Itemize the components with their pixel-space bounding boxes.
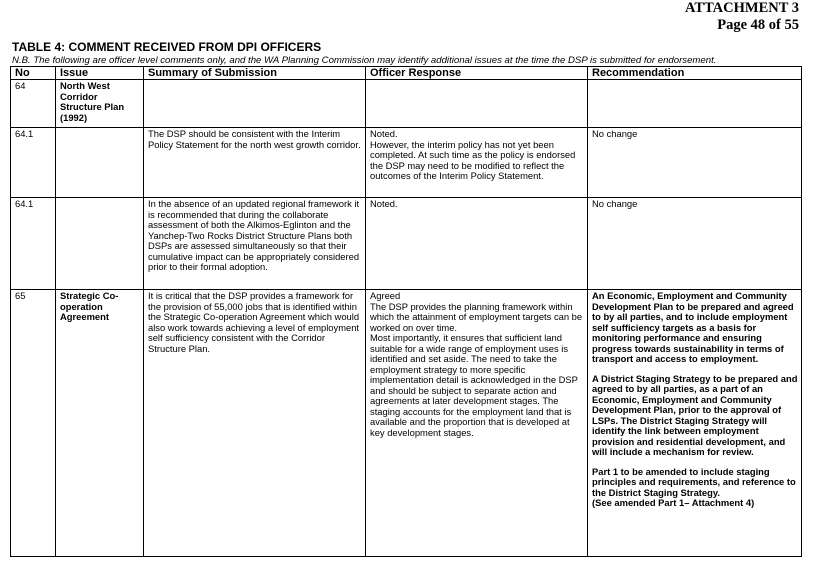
row-recommendation bbox=[588, 80, 802, 128]
table-row bbox=[11, 290, 802, 557]
response-paragraph: Agreed bbox=[370, 290, 401, 301]
row-response bbox=[366, 290, 588, 557]
attachment-header bbox=[685, 0, 799, 34]
recommendation-paragraph: Part 1 to be amended to include staging principles and requirements, and reference to the District Staging Strategy. bbox=[592, 465, 796, 498]
row-no: 64 bbox=[11, 80, 56, 128]
row-response bbox=[366, 80, 588, 128]
row-response bbox=[366, 128, 588, 198]
row-summary: In the absence of an updated regional framework it is recommended that during the collaborate assessment of both the Alkimos-Eglinton and the Yanchep-Two Rocks District Structure Plans both DSPs are assessed simultaneously so that their cumulative impact can be appropriately considered prior to their formal adoption. bbox=[144, 198, 366, 290]
response-paragraph: However, the interim policy has not yet been completed. At such time as the policy is endorsed the DSP may need to be modified to reflect the outcomes of the Interim Policy Statement. bbox=[370, 138, 576, 181]
header-issue: Issue bbox=[56, 67, 144, 80]
row-recommendation bbox=[588, 290, 802, 557]
row-summary: It is critical that the DSP provides a framework for the provision of 55,000 jobs that is identified within the Strategic Co-operation Agreement which would also work towards achieving a level of employment self sufficiency consistent with the Corridor Structure Plan. bbox=[144, 290, 366, 557]
row-issue bbox=[56, 128, 144, 198]
table-title: TABLE 4: COMMENT RECEIVED FROM DPI OFFICERS bbox=[12, 40, 322, 54]
comments-table bbox=[10, 66, 802, 557]
page-number: Page 48 of 55 bbox=[717, 17, 799, 33]
row-summary bbox=[144, 80, 366, 128]
recommendation-paragraph: A District Staging Strategy to be prepared and agreed to by all parties, as a part of an Economic, Employment and Community Development Plan, prior to the approval of LSPs. The District Staging Strategy will identify the link between employment provision and residential development, and will include a mechanism for review. bbox=[592, 372, 798, 457]
row-issue bbox=[56, 198, 144, 290]
table-row bbox=[11, 198, 802, 290]
header-response: Officer Response bbox=[366, 67, 588, 80]
recommendation-paragraph: An Economic, Employment and Community Development Plan to be prepared and agreed to by all parties, and to include employment self sufficiency targets as a basis for monitoring performance and ensuring progress towards sustainability in terms of transport and access to employment. bbox=[592, 290, 794, 364]
row-no: 65 bbox=[11, 290, 56, 557]
table-header-row bbox=[11, 67, 802, 80]
row-no: 64.1 bbox=[11, 198, 56, 290]
response-paragraph: The DSP provides the planning framework within which the attainment of employment targets can be worked on over time. bbox=[370, 300, 583, 333]
table-row bbox=[11, 128, 802, 198]
row-issue: North West Corridor Structure Plan (1992) bbox=[56, 80, 144, 128]
table-note: N.B. The following are officer level comments only, and the WA Planning Commission may identify additional issues at the time the DSP is submitted for endorsement. bbox=[12, 55, 717, 66]
header-summary: Summary of Submission bbox=[144, 67, 366, 80]
row-recommendation: No change bbox=[588, 198, 802, 290]
response-paragraph: Most importantly, it ensures that sufficient land suitable for a wide range of employment uses is identified and set aside. The need to take the employment strategy to more specific implementation detail is acknowledged in the DSP and should be subject to separate action and agreements at later development stages. The staging accounts for the employment land that is available and the proportion that is developed at key development stages. bbox=[370, 332, 578, 438]
row-recommendation: No change bbox=[588, 128, 802, 198]
row-no: 64.1 bbox=[11, 128, 56, 198]
row-issue: Strategic Co-operation Agreement bbox=[56, 290, 144, 557]
header-recommendation: Recommendation bbox=[588, 67, 802, 80]
response-paragraph: Noted. bbox=[370, 128, 398, 139]
recommendation-paragraph: (See amended Part 1– Attachment 4) bbox=[592, 497, 755, 508]
header-no: No bbox=[11, 67, 56, 80]
table-row bbox=[11, 80, 802, 128]
row-response: Noted. bbox=[366, 198, 588, 290]
attachment-label: ATTACHMENT 3 bbox=[685, 0, 799, 16]
row-summary: The DSP should be consistent with the Interim Policy Statement for the north west growth corridor. bbox=[144, 128, 366, 198]
